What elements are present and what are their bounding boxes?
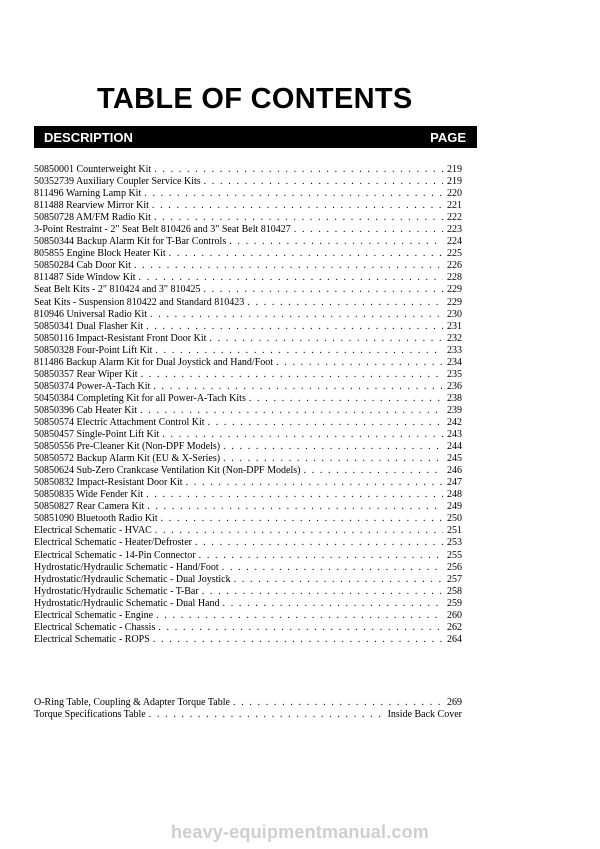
toc-entry[interactable]	[34, 164, 462, 176]
dot-leader	[152, 200, 443, 212]
toc-entry[interactable]	[34, 574, 462, 586]
dot-leader	[150, 309, 443, 321]
toc-entry-label: Hydrostatic/Hydraulic Schematic - T-Bar	[34, 585, 199, 597]
toc-entry-page: 236	[447, 380, 462, 392]
dot-leader	[147, 501, 443, 513]
toc-entry[interactable]	[34, 200, 462, 212]
toc-entry-label: Seat Kits - Suspension 810422 and Standard 810423	[34, 296, 245, 308]
dot-leader	[153, 381, 443, 393]
toc-entry[interactable]	[34, 489, 462, 501]
toc-entry-label: Seat Belt Kits - 2" 810424 and 3" 810425	[34, 284, 201, 296]
dot-leader	[249, 393, 443, 405]
toc-entry-page: 224	[447, 236, 462, 248]
toc-entry-label: Torque Specifications Table	[34, 709, 146, 721]
toc-entry-page: 226	[447, 260, 462, 272]
toc-entry-page: 269	[447, 697, 462, 708]
toc-entry-page: 248	[447, 489, 462, 501]
toc-entry-page: 247	[447, 477, 462, 489]
toc-entry[interactable]	[34, 429, 462, 441]
toc-entry[interactable]	[34, 284, 462, 296]
toc-entry-page: 250	[447, 513, 462, 525]
toc-entry[interactable]	[34, 260, 462, 272]
toc-entry[interactable]	[34, 381, 462, 393]
toc-entry-page: 223	[447, 224, 462, 236]
toc-entry[interactable]	[34, 224, 462, 236]
dot-leader	[294, 224, 443, 236]
toc-entry[interactable]	[34, 610, 462, 622]
dot-leader	[139, 272, 443, 284]
dot-leader	[146, 489, 443, 501]
dot-leader	[222, 562, 443, 574]
toc-entry[interactable]	[34, 513, 462, 525]
toc-entry-page: 245	[447, 453, 462, 465]
toc-entry-page: 244	[447, 441, 462, 453]
toc-entry-label: 50850357 Rear Wiper Kit	[34, 368, 138, 380]
toc-entry-label: 50850832 Impact-Resistant Door Kit	[34, 477, 183, 489]
dot-leader	[153, 634, 443, 646]
toc-entry-label: 811496 Warning Lamp Kit	[34, 188, 142, 200]
toc-entry-page: 229	[447, 296, 462, 308]
dot-leader	[155, 345, 443, 357]
toc-entry-page: 255	[447, 549, 462, 561]
toc-entry-label: Electrical Schematic - Chassis	[34, 621, 156, 633]
toc-entry-label: Hydrostatic/Hydraulic Schematic - Hand/Foot	[34, 561, 219, 573]
description-column-header: DESCRIPTION	[44, 129, 133, 145]
toc-entry-page: 235	[447, 368, 462, 380]
dot-leader	[158, 622, 443, 634]
toc-entry-label: Hydrostatic/Hydraulic Schematic - Dual Joystick	[34, 573, 231, 585]
toc-entry-label: 3-Point Restraint - 2" Seat Belt 810426 and 3" Seat Belt 810427	[34, 224, 291, 236]
toc-entry-page: 232	[447, 332, 462, 344]
dot-leader	[203, 284, 443, 296]
toc-entry-page: 257	[447, 573, 462, 585]
toc-entry-label: 811488 Rearview Mirror Kit	[34, 200, 149, 212]
toc-entry-page: 238	[447, 392, 462, 404]
toc-entry-label: Electrical Schematic - HVAC	[34, 525, 152, 537]
toc-entry[interactable]	[34, 477, 462, 489]
toc-entry-label: 811486 Backup Alarm Kit for Dual Joystick and Hand/Foot	[34, 356, 274, 368]
toc-entry-page: 221	[447, 200, 462, 212]
toc-entry-page: 228	[447, 272, 462, 284]
dot-leader	[186, 477, 443, 489]
dot-leader	[223, 453, 443, 465]
toc-entry-label: O-Ring Table, Coupling & Adapter Torque Table	[34, 697, 230, 708]
toc-entry[interactable]	[34, 212, 462, 224]
toc-entry[interactable]	[34, 393, 462, 405]
toc-list	[34, 164, 462, 646]
dot-leader	[233, 697, 443, 709]
toc-entry-page: 264	[447, 633, 462, 645]
toc-entry[interactable]	[34, 417, 462, 429]
dot-leader	[144, 188, 443, 200]
dot-leader	[303, 465, 443, 477]
toc-entry[interactable]	[34, 333, 462, 345]
toc-entry[interactable]	[34, 537, 462, 549]
toc-entry[interactable]	[34, 586, 462, 598]
toc-entry-page: 253	[447, 537, 462, 549]
toc-entry-label: 50850572 Backup Alarm Kit (EU & X-Series)	[34, 453, 221, 465]
toc-entry-label: 50850341 Dual Flasher Kit	[34, 320, 144, 332]
toc-entry-label: Hydrostatic/Hydraulic Schematic - Dual Hand	[34, 597, 220, 609]
toc-entry[interactable]	[34, 525, 462, 537]
toc-entry[interactable]	[34, 369, 462, 381]
toc-entry[interactable]	[34, 248, 462, 260]
toc-entry-page: 225	[447, 248, 462, 260]
toc-entry-page: 260	[447, 609, 462, 621]
toc-entry-label: 50850835 Wide Fender Kit	[34, 489, 144, 501]
dot-leader	[247, 297, 443, 309]
toc-entry-label: 50851090 Bluetooth Radio Kit	[34, 513, 158, 525]
dot-leader	[209, 333, 443, 345]
toc-entry[interactable]	[34, 297, 462, 309]
toc-entry-label: 50850116 Impact-Resistant Front Door Kit	[34, 332, 207, 344]
toc-entry-label: 811487 Side Window Kit	[34, 272, 136, 284]
toc-entry-label: 805855 Engine Block Heater Kit	[34, 248, 166, 260]
toc-entry[interactable]	[34, 550, 462, 562]
toc-entry[interactable]	[34, 176, 462, 188]
toc-entry-page: 219	[447, 164, 462, 175]
dot-leader	[134, 260, 443, 272]
toc-entry-label: 50850396 Cab Heater Kit	[34, 404, 138, 416]
toc-entry-page: Inside Back Cover	[387, 709, 462, 721]
toc-entry[interactable]	[34, 345, 462, 357]
toc-entry-page: 242	[447, 416, 462, 428]
toc-entry-label: 50850284 Cab Door Kit	[34, 260, 131, 272]
toc-entry-label: 50850728 AM/FM Radio Kit	[34, 212, 151, 224]
toc-entry[interactable]	[34, 598, 462, 610]
toc-entry-page: 256	[447, 561, 462, 573]
toc-entry-page: 249	[447, 501, 462, 513]
dot-leader	[154, 164, 443, 176]
toc-entry[interactable]	[34, 309, 462, 321]
watermark: heavy-equipmentmanual.com	[170, 822, 430, 842]
toc-entry[interactable]	[34, 357, 462, 369]
dot-leader	[229, 236, 443, 248]
toc-entry-label: 50850001 Counterweight Kit	[34, 164, 152, 175]
toc-entry-page: 222	[447, 212, 462, 224]
dot-leader	[146, 321, 443, 333]
toc-entry-label: 50850328 Four-Point Lift Kit	[34, 344, 153, 356]
toc-entry-page: 239	[447, 404, 462, 416]
toc-entry[interactable]	[34, 501, 462, 513]
toc-entry[interactable]	[34, 236, 462, 248]
toc-entry-page: 246	[447, 465, 462, 477]
toc-entry-page: 220	[447, 188, 462, 200]
toc-entry[interactable]	[34, 441, 462, 453]
toc-entry-label: Electrical Schematic - Heater/Defroster	[34, 537, 192, 549]
toc-entry-label: 50850624 Sub-Zero Crankcase Ventilation Kit (Non-DPF Models)	[34, 465, 301, 477]
dot-leader	[155, 525, 443, 537]
toc-entry-label: Electrical Schematic - Engine	[34, 609, 154, 621]
toc-entry[interactable]	[34, 634, 462, 646]
dot-leader	[154, 212, 443, 224]
toc-entry-page: 231	[447, 320, 462, 332]
dot-leader	[234, 574, 443, 586]
page-column-header: PAGE	[430, 129, 466, 145]
toc-entry-label: 50850344 Backup Alarm Kit for T-Bar Controls	[34, 236, 227, 248]
dot-leader	[195, 537, 443, 549]
toc-entry-label: 50850574 Electric Attachment Control Kit	[34, 416, 205, 428]
toc-entry[interactable]	[34, 188, 462, 200]
dot-leader	[156, 610, 443, 622]
toc-entry-label: Electrical Schematic - ROPS	[34, 633, 150, 645]
toc-entry-label: 50850374 Power-A-Tach Kit	[34, 380, 151, 392]
toc-entry-page: 219	[447, 176, 462, 188]
toc-entry[interactable]	[34, 453, 462, 465]
toc-entry[interactable]	[34, 697, 462, 709]
toc-entry-label: 50352739 Auxiliary Coupler Service Kits	[34, 176, 201, 188]
toc-entry-page: 234	[447, 356, 462, 368]
toc-entry-page: 229	[447, 284, 462, 296]
dot-leader	[199, 550, 443, 562]
dot-leader	[169, 248, 443, 260]
dot-leader	[162, 429, 443, 441]
dot-leader	[204, 176, 443, 188]
toc-entry-label: 50850556 Pre-Cleaner Kit (Non-DPF Models)	[34, 441, 221, 453]
dot-leader	[276, 357, 443, 369]
toc-entry-page: 230	[447, 308, 462, 320]
dot-leader	[141, 369, 443, 381]
toc-entry[interactable]	[34, 622, 462, 634]
toc-entry-page: 259	[447, 597, 462, 609]
toc-entry-page: 233	[447, 344, 462, 356]
toc-entry-page: 262	[447, 621, 462, 633]
toc-entry[interactable]	[34, 272, 462, 284]
toc-entry[interactable]	[34, 709, 462, 721]
dot-leader	[140, 405, 443, 417]
dot-leader	[202, 586, 443, 598]
toc-entry-label: 810946 Universal Radio Kit	[34, 308, 148, 320]
dot-leader	[149, 709, 384, 721]
toc-entry-label: 50850457 Single-Point Lift Kit	[34, 429, 160, 441]
toc-entry-page: 251	[447, 525, 462, 537]
toc-entry[interactable]	[34, 405, 462, 417]
dot-leader	[223, 598, 444, 610]
toc-entry-label: 50850827 Rear Camera Kit	[34, 501, 145, 513]
toc-entry-label: Electrical Schematic - 14-Pin Connector	[34, 549, 196, 561]
dot-leader	[208, 417, 443, 429]
dot-leader	[223, 441, 443, 453]
toc-list-appendix	[34, 697, 462, 721]
toc-entry[interactable]	[34, 321, 462, 333]
toc-entry-page: 258	[447, 585, 462, 597]
toc-entry[interactable]	[34, 465, 462, 477]
toc-entry-label: 50450384 Completing Kit for all Power-A-Tach Kits	[34, 392, 246, 404]
toc-entry-page: 243	[447, 429, 462, 441]
dot-leader	[161, 513, 443, 525]
page-title: TABLE OF CONTENTS	[97, 83, 413, 115]
toc-header-bar	[34, 126, 477, 148]
toc-entry[interactable]	[34, 562, 462, 574]
